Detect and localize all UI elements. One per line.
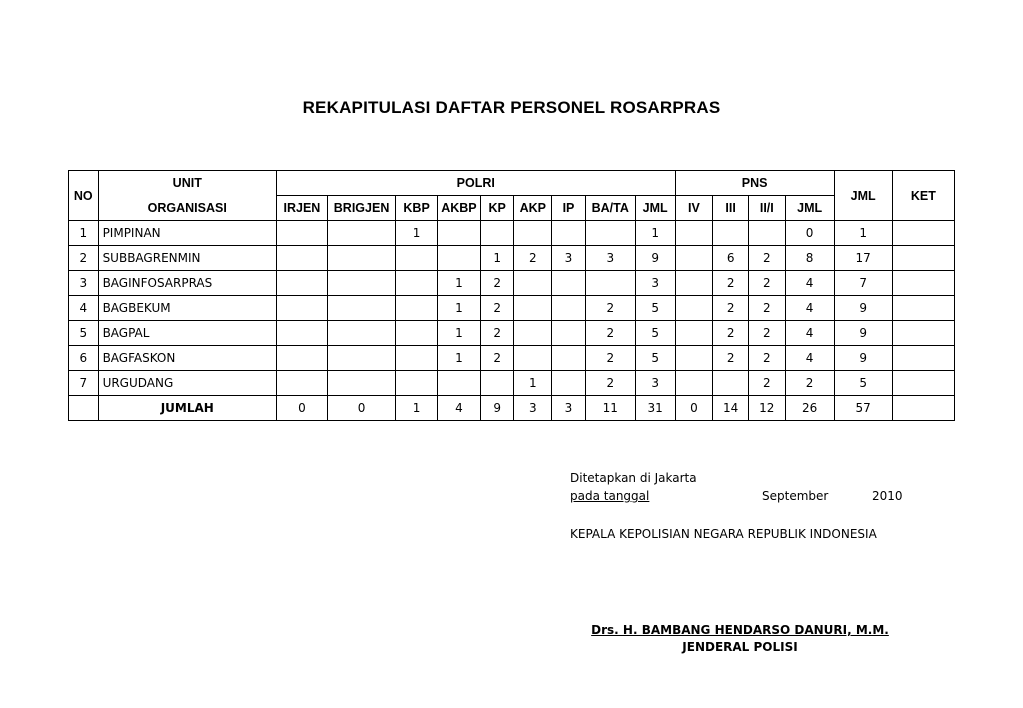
header-unit-line2: ORGANISASI bbox=[98, 196, 276, 221]
row-no: 2 bbox=[69, 246, 99, 271]
row-polri-cell: 1 bbox=[514, 371, 552, 396]
total-row bbox=[69, 396, 955, 421]
row-polri-cell: 1 bbox=[480, 246, 514, 271]
place-line: Ditetapkan di Jakarta bbox=[570, 471, 697, 485]
row-polri-cell: 3 bbox=[585, 246, 635, 271]
row-polri-cell bbox=[480, 221, 514, 246]
date-month: September bbox=[762, 489, 829, 503]
row-ket bbox=[892, 296, 954, 321]
office-title: KEPALA KEPOLISIAN NEGARA REPUBLIK INDONESIA bbox=[570, 527, 877, 541]
total-label: JUMLAH bbox=[98, 396, 276, 421]
row-unit: BAGFASKON bbox=[98, 346, 276, 371]
total-pns-cell: 14 bbox=[713, 396, 749, 421]
row-polri-cell bbox=[552, 221, 586, 246]
row-polri-cell bbox=[552, 346, 586, 371]
total-polri-cell: 0 bbox=[276, 396, 327, 421]
date-label: pada tanggal bbox=[570, 489, 650, 503]
signatory-name: Drs. H. BAMBANG HENDARSO DANURI, M.M. bbox=[591, 623, 889, 637]
row-jml: 7 bbox=[834, 271, 892, 296]
row-no: 7 bbox=[69, 371, 99, 396]
row-pns-cell: 2 bbox=[748, 321, 785, 346]
row-polri-cell: 3 bbox=[552, 246, 586, 271]
row-pns-cell bbox=[713, 221, 749, 246]
row-polri-cell bbox=[514, 271, 552, 296]
row-polri-cell bbox=[327, 321, 395, 346]
row-pns-cell: 4 bbox=[785, 296, 834, 321]
document-title: REKAPITULASI DAFTAR PERSONEL ROSARPRAS bbox=[302, 98, 721, 117]
row-unit: BAGINFOSARPRAS bbox=[98, 271, 276, 296]
row-pns-cell bbox=[748, 221, 785, 246]
row-polri-cell: 1 bbox=[438, 296, 481, 321]
row-polri-cell bbox=[396, 321, 438, 346]
header-polri-col: AKBP bbox=[438, 196, 481, 221]
row-pns-cell bbox=[675, 271, 713, 296]
row-no: 1 bbox=[69, 221, 99, 246]
row-pns-cell: 0 bbox=[785, 221, 834, 246]
header-polri-col: IRJEN bbox=[276, 196, 327, 221]
row-unit: URGUDANG bbox=[98, 371, 276, 396]
table-row bbox=[69, 246, 955, 271]
table-row bbox=[69, 346, 955, 371]
row-polri-cell: 2 bbox=[480, 321, 514, 346]
row-polri-cell bbox=[396, 371, 438, 396]
row-ket bbox=[892, 271, 954, 296]
row-polri-cell: 2 bbox=[585, 296, 635, 321]
date-year: 2010 bbox=[872, 489, 903, 503]
row-pns-cell: 6 bbox=[713, 246, 749, 271]
row-polri-cell bbox=[276, 221, 327, 246]
row-polri-cell bbox=[514, 221, 552, 246]
header-jml-total: JML bbox=[834, 171, 892, 221]
row-pns-cell: 4 bbox=[785, 346, 834, 371]
row-polri-cell bbox=[396, 246, 438, 271]
header-row-groups bbox=[69, 171, 955, 196]
total-pns-cell: 0 bbox=[675, 396, 713, 421]
table-row bbox=[69, 296, 955, 321]
row-polri-cell bbox=[327, 221, 395, 246]
row-polri-cell bbox=[276, 371, 327, 396]
row-pns-cell: 2 bbox=[748, 371, 785, 396]
row-pns-cell: 2 bbox=[713, 296, 749, 321]
row-polri-cell: 3 bbox=[635, 271, 675, 296]
row-polri-cell bbox=[327, 271, 395, 296]
row-jml: 9 bbox=[834, 296, 892, 321]
row-jml: 17 bbox=[834, 246, 892, 271]
row-ket bbox=[892, 221, 954, 246]
row-polri-cell bbox=[327, 371, 395, 396]
row-polri-cell bbox=[327, 346, 395, 371]
row-polri-cell: 2 bbox=[514, 246, 552, 271]
row-polri-cell bbox=[276, 296, 327, 321]
row-pns-cell: 2 bbox=[748, 271, 785, 296]
total-polri-cell: 9 bbox=[480, 396, 514, 421]
row-polri-cell: 5 bbox=[635, 296, 675, 321]
total-polri-cell: 0 bbox=[327, 396, 395, 421]
header-polri-col: JML bbox=[635, 196, 675, 221]
row-ket bbox=[892, 321, 954, 346]
row-polri-cell: 5 bbox=[635, 346, 675, 371]
row-polri-cell: 2 bbox=[480, 296, 514, 321]
row-polri-cell bbox=[552, 371, 586, 396]
row-unit: BAGBEKUM bbox=[98, 296, 276, 321]
total-polri-cell: 3 bbox=[514, 396, 552, 421]
total-pns-cell: 26 bbox=[785, 396, 834, 421]
row-no: 3 bbox=[69, 271, 99, 296]
header-polri-col: IP bbox=[552, 196, 586, 221]
row-jml: 9 bbox=[834, 321, 892, 346]
header-pns-col: II/I bbox=[748, 196, 785, 221]
row-jml: 1 bbox=[834, 221, 892, 246]
row-polri-cell bbox=[514, 346, 552, 371]
row-pns-cell: 8 bbox=[785, 246, 834, 271]
row-polri-cell bbox=[396, 271, 438, 296]
total-polri-cell: 11 bbox=[585, 396, 635, 421]
row-polri-cell: 2 bbox=[585, 321, 635, 346]
row-polri-cell bbox=[438, 221, 481, 246]
row-pns-cell bbox=[675, 371, 713, 396]
row-polri-cell: 2 bbox=[480, 346, 514, 371]
row-polri-cell: 1 bbox=[438, 346, 481, 371]
row-polri-cell bbox=[514, 321, 552, 346]
total-polri-cell: 1 bbox=[396, 396, 438, 421]
row-ket bbox=[892, 246, 954, 271]
row-polri-cell bbox=[276, 246, 327, 271]
total-no-cell bbox=[69, 396, 99, 421]
header-pns-col: IV bbox=[675, 196, 713, 221]
row-polri-cell bbox=[327, 246, 395, 271]
row-polri-cell bbox=[552, 321, 586, 346]
header-ket: KET bbox=[892, 171, 954, 221]
header-no: NO bbox=[69, 171, 99, 221]
total-polri-cell: 3 bbox=[552, 396, 586, 421]
row-pns-cell: 2 bbox=[748, 296, 785, 321]
row-pns-cell bbox=[713, 371, 749, 396]
row-polri-cell: 1 bbox=[635, 221, 675, 246]
row-no: 4 bbox=[69, 296, 99, 321]
row-no: 6 bbox=[69, 346, 99, 371]
total-polri-cell: 4 bbox=[438, 396, 481, 421]
row-polri-cell: 2 bbox=[585, 346, 635, 371]
date-line bbox=[570, 489, 906, 503]
row-polri-cell: 5 bbox=[635, 321, 675, 346]
header-pns: PNS bbox=[675, 171, 834, 196]
row-polri-cell bbox=[396, 296, 438, 321]
row-polri-cell bbox=[276, 271, 327, 296]
row-polri-cell bbox=[585, 271, 635, 296]
row-polri-cell bbox=[438, 371, 481, 396]
header-polri-col: KBP bbox=[396, 196, 438, 221]
row-no: 5 bbox=[69, 321, 99, 346]
row-pns-cell bbox=[675, 246, 713, 271]
row-pns-cell bbox=[675, 346, 713, 371]
row-polri-cell: 2 bbox=[585, 371, 635, 396]
total-pns-cell: 12 bbox=[748, 396, 785, 421]
personnel-recap-table bbox=[68, 170, 955, 421]
table-row bbox=[69, 321, 955, 346]
row-jml: 9 bbox=[834, 346, 892, 371]
header-pns-col: JML bbox=[785, 196, 834, 221]
total-jml: 57 bbox=[834, 396, 892, 421]
row-polri-cell bbox=[552, 296, 586, 321]
row-pns-cell: 4 bbox=[785, 321, 834, 346]
table-row bbox=[69, 271, 955, 296]
row-pns-cell: 2 bbox=[785, 371, 834, 396]
row-polri-cell bbox=[480, 371, 514, 396]
row-pns-cell bbox=[675, 221, 713, 246]
row-polri-cell: 2 bbox=[480, 271, 514, 296]
row-pns-cell: 4 bbox=[785, 271, 834, 296]
row-pns-cell: 2 bbox=[748, 346, 785, 371]
row-polri-cell bbox=[438, 246, 481, 271]
row-polri-cell: 1 bbox=[438, 321, 481, 346]
header-polri: POLRI bbox=[276, 171, 675, 196]
row-unit: SUBBAGRENMIN bbox=[98, 246, 276, 271]
row-pns-cell: 2 bbox=[713, 346, 749, 371]
row-pns-cell bbox=[675, 296, 713, 321]
header-pns-col: III bbox=[713, 196, 749, 221]
row-unit: PIMPINAN bbox=[98, 221, 276, 246]
header-row-ranks bbox=[69, 196, 955, 221]
row-unit: BAGPAL bbox=[98, 321, 276, 346]
row-polri-cell bbox=[552, 271, 586, 296]
row-polri-cell bbox=[276, 346, 327, 371]
row-polri-cell: 9 bbox=[635, 246, 675, 271]
row-jml: 5 bbox=[834, 371, 892, 396]
row-polri-cell: 3 bbox=[635, 371, 675, 396]
row-ket bbox=[892, 371, 954, 396]
total-polri-cell: 31 bbox=[635, 396, 675, 421]
table-row bbox=[69, 371, 955, 396]
row-polri-cell bbox=[585, 221, 635, 246]
row-polri-cell: 1 bbox=[438, 271, 481, 296]
header-polri-col: BA/TA bbox=[585, 196, 635, 221]
row-pns-cell: 2 bbox=[748, 246, 785, 271]
total-ket bbox=[892, 396, 954, 421]
signatory-rank: JENDERAL POLISI bbox=[682, 640, 798, 654]
row-polri-cell bbox=[396, 346, 438, 371]
row-pns-cell bbox=[675, 321, 713, 346]
row-ket bbox=[892, 346, 954, 371]
row-pns-cell: 2 bbox=[713, 321, 749, 346]
row-polri-cell bbox=[327, 296, 395, 321]
header-polri-col: KP bbox=[480, 196, 514, 221]
header-unit-line1: UNIT bbox=[98, 171, 276, 196]
row-polri-cell bbox=[514, 296, 552, 321]
row-polri-cell bbox=[276, 321, 327, 346]
table-row bbox=[69, 221, 955, 246]
header-polri-col: AKP bbox=[514, 196, 552, 221]
header-polri-col: BRIGJEN bbox=[327, 196, 395, 221]
row-pns-cell: 2 bbox=[713, 271, 749, 296]
row-polri-cell: 1 bbox=[396, 221, 438, 246]
